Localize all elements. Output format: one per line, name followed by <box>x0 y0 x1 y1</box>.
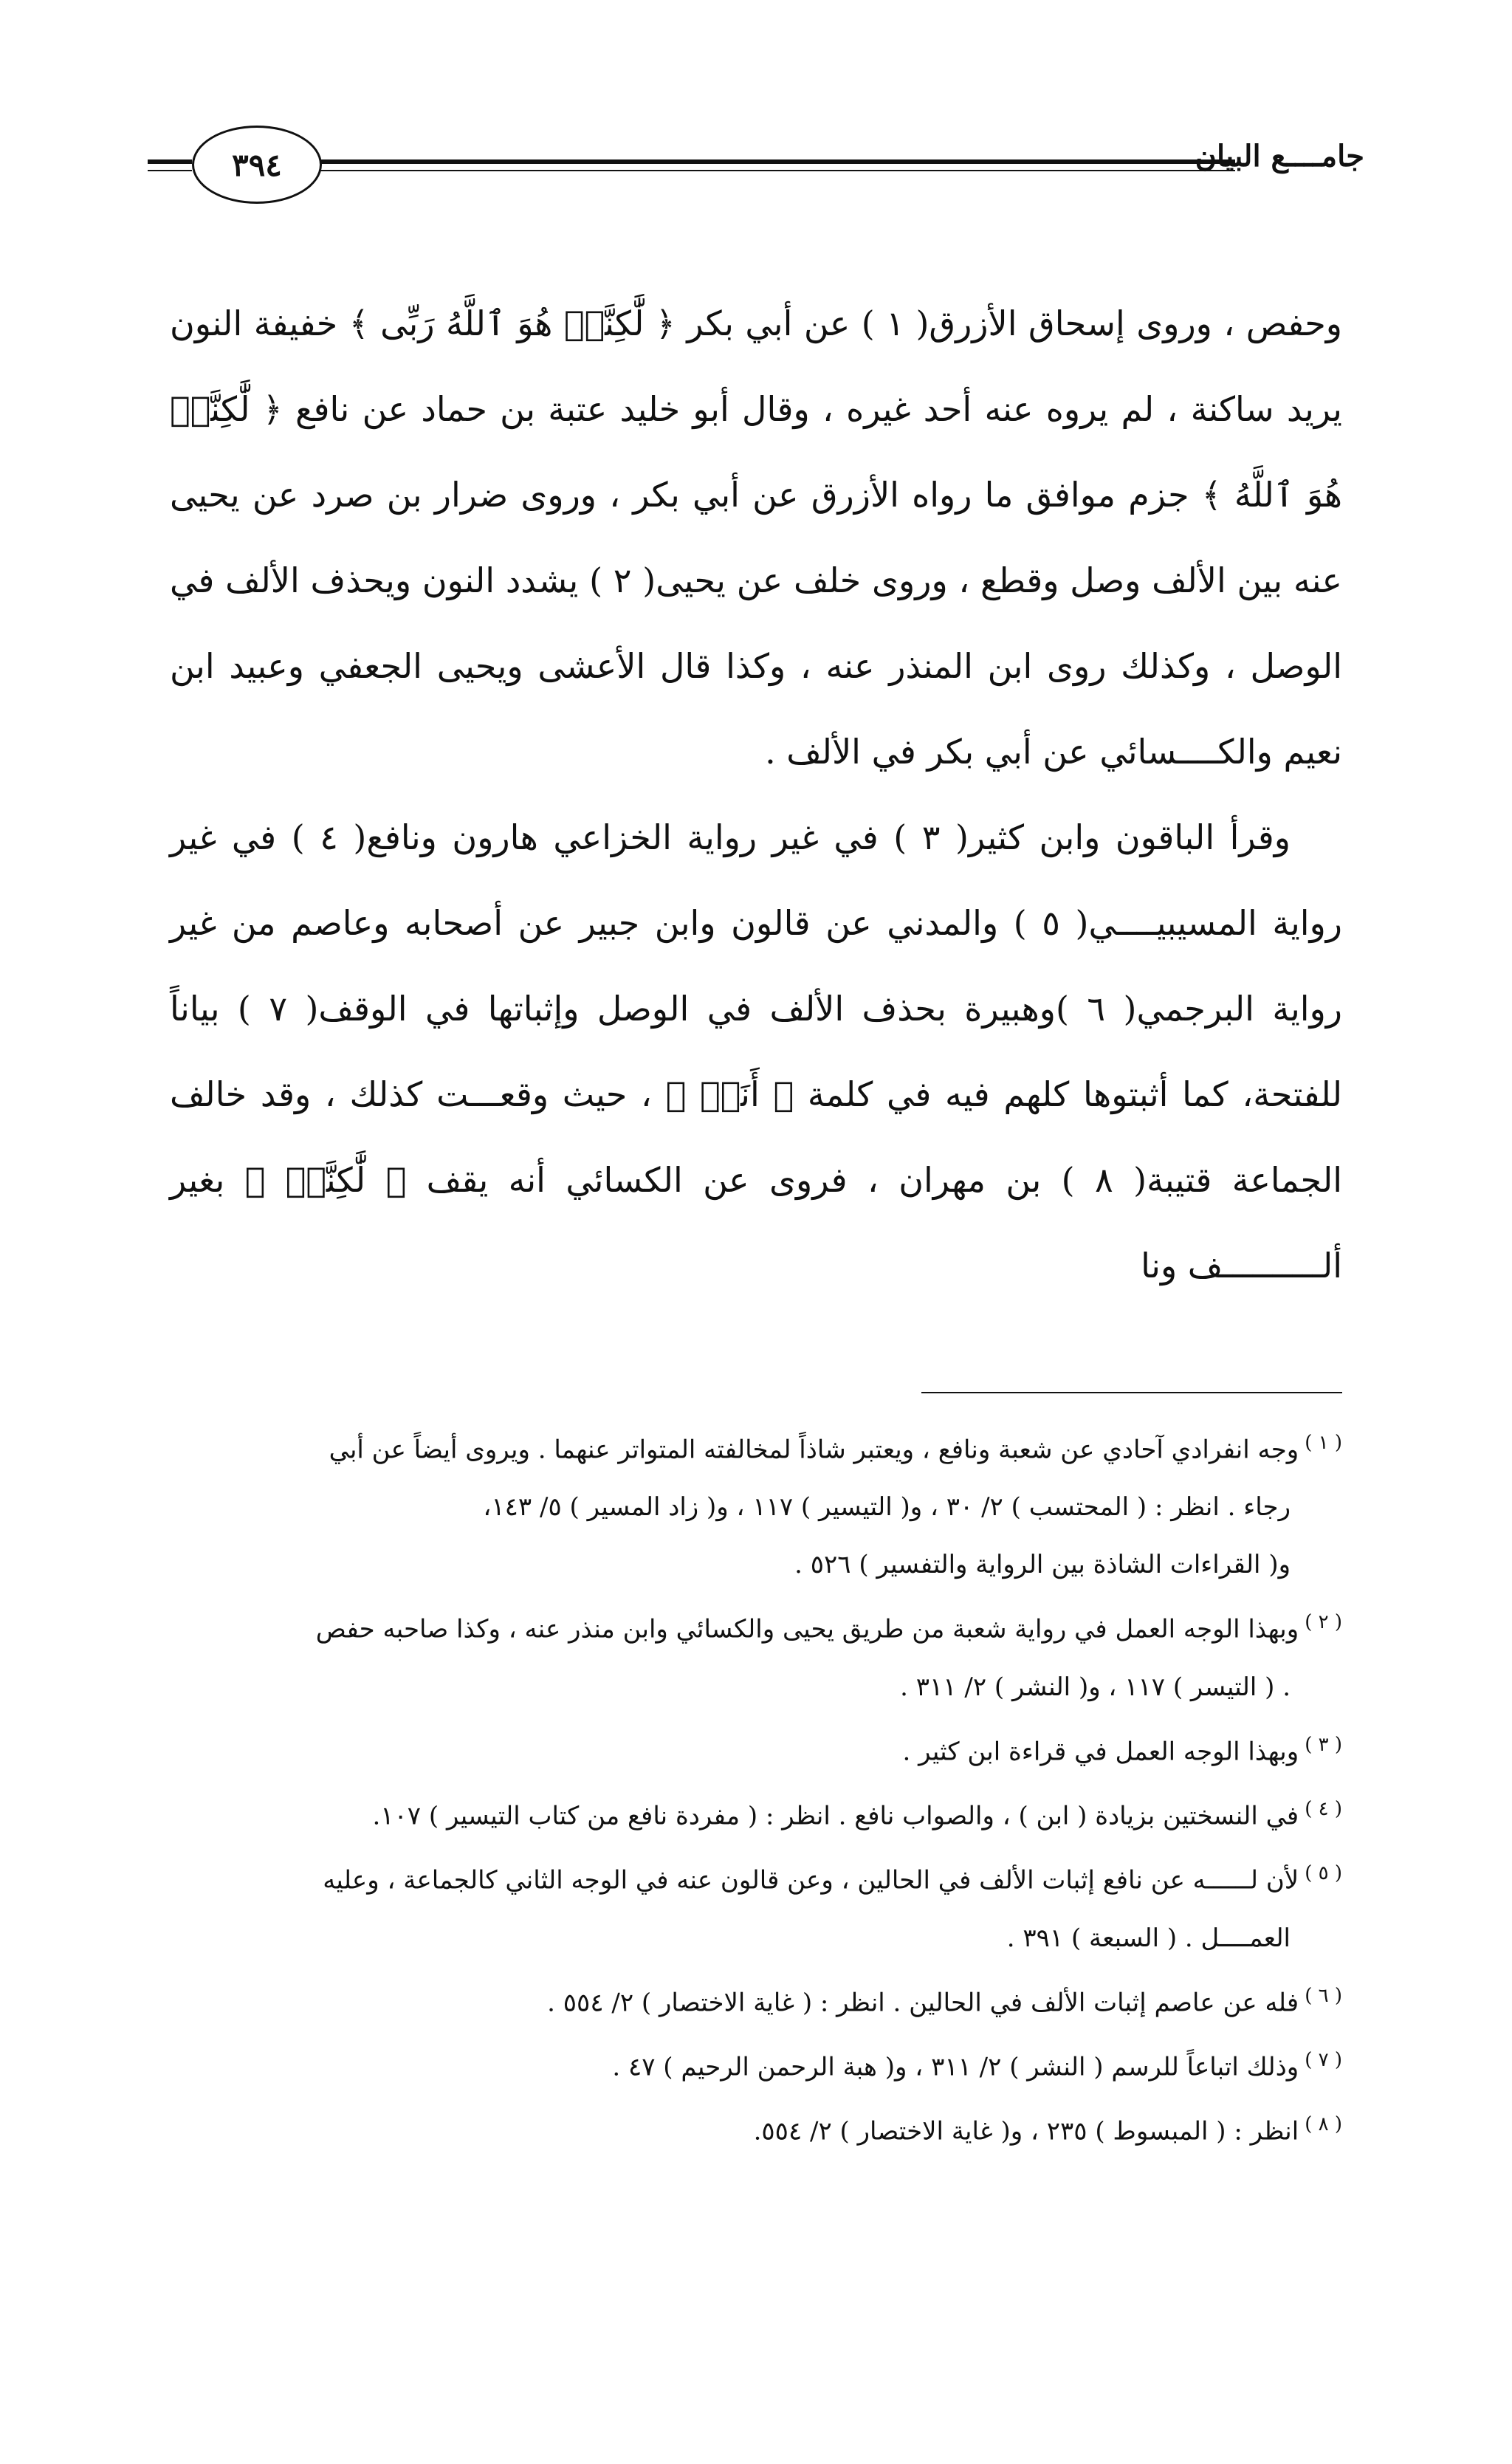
footnote-continuation: و( القراءات الشاذة بين الرواية والتفسير ) ٥٢٦ . <box>794 1550 1291 1580</box>
footnote-number: ( ٥ ) <box>1305 1862 1342 1885</box>
footnotes <box>170 1414 1342 2161</box>
footnote-continuation: العمــــل . ( السبعة ) ٣٩١ . <box>1006 1923 1291 1953</box>
footnote-text: وذلك اتباعاً للرسم ( النشر ) ٢/ ٣١١ ، و( هبة الرحمن الرحيم ) ٤٧ . <box>612 2052 1299 2082</box>
footnote-continuation: رجاء . انظر : ( المحتسب ) ٢/ ٣٠ ، و( التيسير ) ١١٧ ، و( زاد المسير ) ٥/ ١٤٣، <box>483 1492 1291 1523</box>
footnote-text: وبهذا الوجه العمل في رواية شعبة من طريق يحيى والكسائي وابن منذر عنه ، وكذا صاحبه حفص <box>315 1614 1299 1644</box>
paragraph: وقرأ الباقون وابن كثير( ٣ ) في غير رواية الخزاعي هارون ونافع( ٤ ) في غير رواية المسيبيــــي( ٥ ) والمدني عن قالون وابن جبير عن أصحابه وعاصم من غير رواية البرجمي( ٦ )وهبيرة بحذف الألف في الوصل وإثباتها في الوقف( ٧ ) بياناً للفتحة، كما أثبتوها كلهم فيه في كلمة ﴿ أَنَا۠ ﴾ ، حيث وقعـــت كذلك ، وقد خالف الجماعة قتيبة( ٨ ) بن مهران ، فروى عن الكسائي أنه يقف ﴿ لَّٰكِنَّا۠ ﴾ بغير ألــــــــــف ونا <box>170 817 1342 1286</box>
footnote-number: ( ٣ ) <box>1305 1733 1342 1756</box>
footnote-number: ( ٨ ) <box>1305 2113 1342 2136</box>
footnote-text: في النسختين بزيادة ( ابن ) ، والصواب نافع . انظر : ( مفردة نافع من كتاب التيسير ) ١٠٧. <box>372 1801 1299 1831</box>
footnote <box>170 1716 1342 1780</box>
footnote-text: انظر : ( المبسوط ) ٢٣٥ ، و( غاية الاختصار ) ٢/ ٥٥٤. <box>753 2116 1299 2146</box>
footnote <box>170 2031 1342 2096</box>
footnote <box>170 1780 1342 1844</box>
main-text <box>170 281 1342 1308</box>
footnote-number: ( ٦ ) <box>1305 1984 1342 2007</box>
footnote <box>170 1593 1342 1658</box>
footnote <box>170 1844 1342 1909</box>
footnote-text: فله عن عاصم إثبات الألف في الحالين . انظر : ( غاية الاختصار ) ٢/ ٥٥٤ . <box>547 1987 1299 2017</box>
footnote-text: لأن لــــــه عن نافع إثبات الألف في الحالين ، وعن قالون عنه في الوجه الثاني كالجماعة ، وعليه <box>323 1865 1299 1895</box>
page-number: ٣٩٤ <box>192 126 322 204</box>
footnote-text: وجه انفرادي آحادي عن شعبة ونافع ، ويعتبر شاذاً لمخالفته المتواتر عنهما . ويروى أيضاً عن أبي <box>329 1435 1299 1465</box>
footnote-number: ( ١ ) <box>1305 1432 1342 1454</box>
paragraph: وحفص ، وروى إسحاق الأزرق( ١ ) عن أبي بكر ﴿ لَّٰكِنَّا۠ هُوَ ٱللَّهُ رَبِّى ﴾ خفيفة النون يريد ساكنة ، لم يروه عنه أحد غيره ، وقال أبو خليد عتبة بن حماد عن نافع ﴿ لَّٰكِنَّا۠ هُوَ ٱللَّهُ ﴾ جزم موافق ما رواه الأزرق عن أبي بكر ، وروى ضرار بن صرد عن يحيى عنه بين الألف وصل وقطع ، وروى خلف عن يحيى( ٢ ) يشدد النون ويحذف الألف في الوصل ، وكذلك روى ابن المنذر عنه ، وكذا قال الأعشى ويحيى الجعفي وعبيد ابن نعيم والكــــسائي عن أبي بكر في الألف . <box>170 303 1343 772</box>
header-rule-left <box>148 159 192 171</box>
footnote-number: ( ٧ ) <box>1305 2048 1342 2071</box>
page-header <box>148 126 1364 207</box>
footnote <box>170 2096 1342 2160</box>
header-rule <box>317 159 1235 171</box>
footnote <box>170 1967 1342 2031</box>
running-title: جامــــع البيان <box>1195 139 1364 174</box>
footnote-divider <box>921 1392 1342 1393</box>
footnote-continuation: . ( التيسر ) ١١٧ ، و( النشر ) ٢/ ٣١١ . <box>900 1672 1291 1702</box>
footnote-number: ( ٢ ) <box>1305 1611 1342 1634</box>
footnote-number: ( ٤ ) <box>1305 1797 1342 1820</box>
footnote-text: وبهذا الوجه العمل في قراءة ابن كثير . <box>902 1736 1299 1766</box>
footnote <box>170 1414 1342 1478</box>
